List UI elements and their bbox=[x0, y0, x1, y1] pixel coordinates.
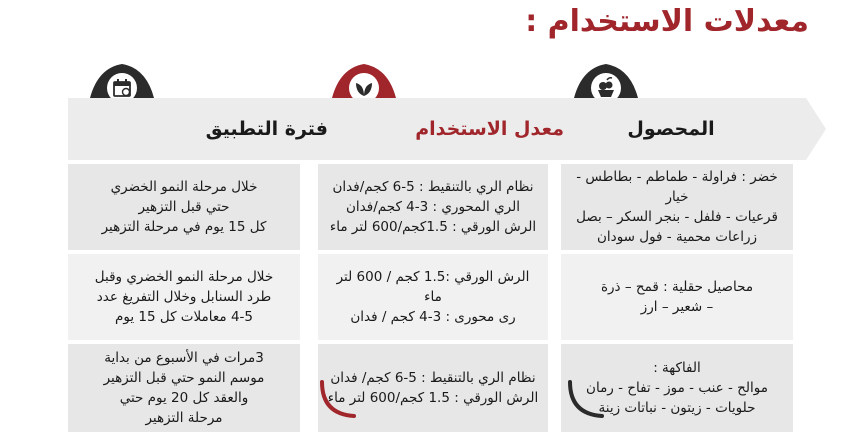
period-icon-cap bbox=[84, 60, 160, 102]
header-usage-rate bbox=[314, 98, 584, 160]
header-application-period bbox=[68, 98, 338, 160]
header-usage-rate-label: معدل الاستخدام bbox=[415, 118, 564, 140]
crop-row-3: الفاكهة : موالح - عنب - موز - تفاح - رمان حلويات - زيتون - نباتات زينة bbox=[561, 344, 793, 432]
page-title: معدلات الاستخدام : bbox=[525, 4, 809, 39]
header-crop bbox=[556, 98, 826, 160]
usage-icon-cap bbox=[326, 60, 402, 102]
crop-row-1: خضر : فراولة - طماطم - بطاطس - خيار قرعيات - فلفل - بنجر السكر – بصل زراعات محمية - فول سودان bbox=[561, 164, 793, 250]
usage-corner-arc bbox=[318, 380, 358, 420]
period-row-3: 3مرات في الأسبوع من بداية موسم النمو حتي قبل التزهير والعقد كل 20 يوم حتي مرحلة التزهير bbox=[68, 344, 300, 432]
calendar-icon bbox=[111, 77, 133, 99]
usage-row-1: نظام الري بالتنقيط : 5-6 كجم/فدان الري المحوري : 3-4 كجم/فدان الرش الورقي : 1.5كجم/600 لتر ماء bbox=[318, 164, 548, 250]
leaves-icon bbox=[353, 77, 375, 99]
header-application-period-label: فترة التطبيق bbox=[205, 118, 328, 140]
crop-row-2: محاصيل حقلية : قمح – ذرة – شعير – ارز bbox=[561, 254, 793, 340]
period-row-2: خلال مرحلة النمو الخضري وقبل طرد السنابل وخلال التفريغ عدد 4-5 معاملات كل 15 يوم bbox=[68, 254, 300, 340]
period-row-1: خلال مرحلة النمو الخضري حتي قبل التزهير كل 15 يوم في مرحلة التزهير bbox=[68, 164, 300, 250]
header-crop-label: المحصول bbox=[627, 118, 715, 140]
crop-corner-arc bbox=[566, 380, 606, 420]
fruit-basket-icon bbox=[595, 77, 617, 99]
usage-row-2: الرش الورقي :1.5 كجم / 600 لتر ماء رى محورى : 3-4 كجم / فدان bbox=[318, 254, 548, 340]
crop-icon-cap bbox=[568, 60, 644, 102]
usage-row-3: نظام الري بالتنقيط : 5-6 كجم/ فدان الرش الورقي : 1.5 كجم/600 لتر ماء bbox=[318, 344, 548, 432]
